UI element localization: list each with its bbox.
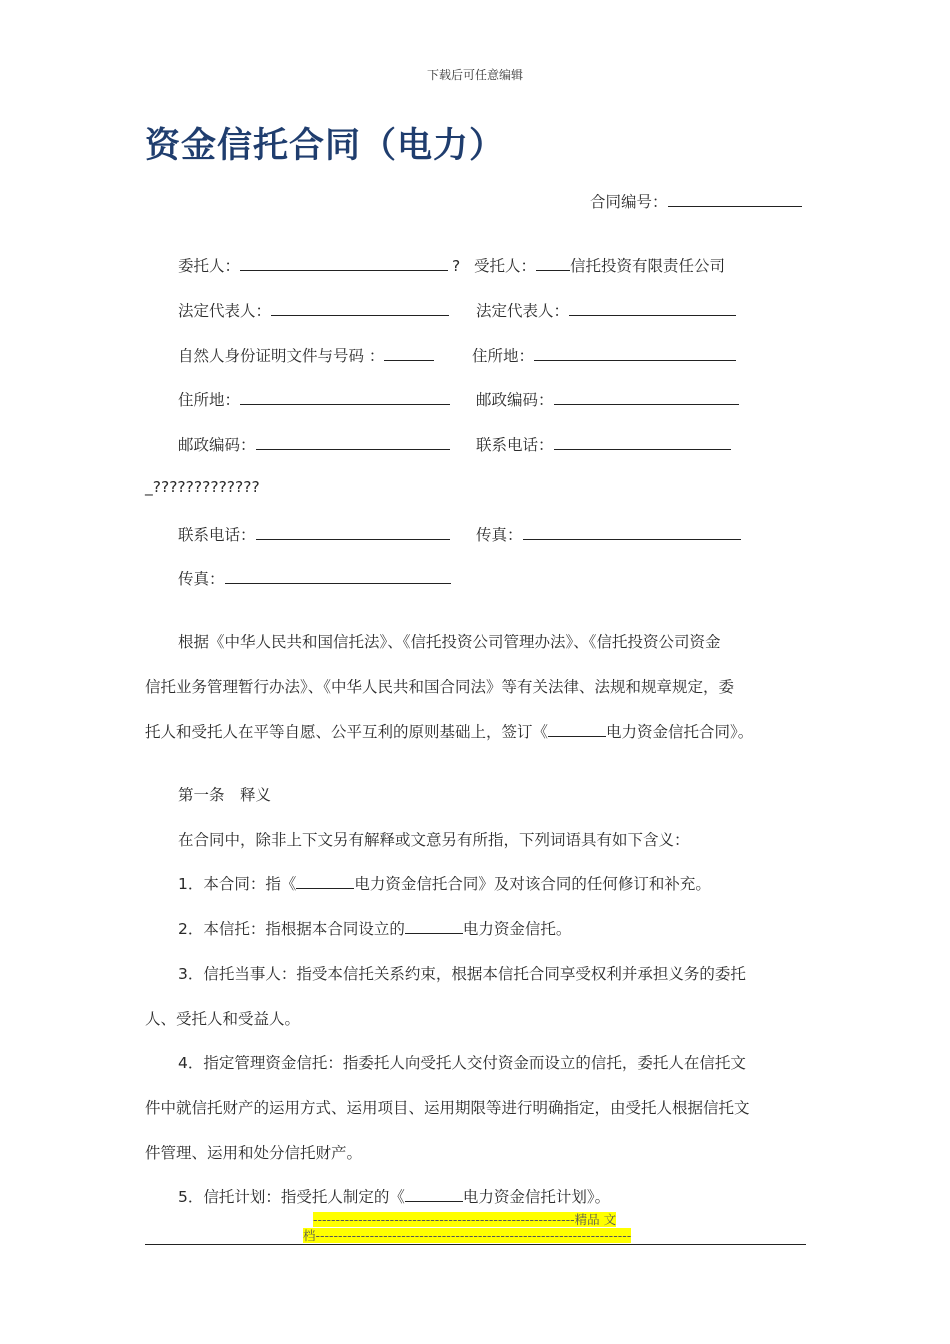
contract-name-blank [548,721,606,737]
question-marks-line: _????????????? [145,478,260,496]
trustor-blank [240,255,448,271]
trustor-label: 委托人： [178,257,241,275]
id-document-blank [384,345,434,361]
definition-item-5 [178,1185,610,1207]
intro-text: 托人和受托人在平等自愿、公平互利的原则基础上，签订《 [145,723,549,741]
trustor-field [178,254,460,276]
id-document-field [178,344,434,366]
fax-blank [523,524,741,540]
trustor-fax-field [178,567,451,589]
article-1-lead: 在合同中，除非上下文另有解释或文意另有所指，下列词语具有如下含义： [178,831,690,849]
definition-item-3: 3．信托当事人：指受本信托关系约束，根据本信托合同享受权利并承担义务的委托 [178,965,746,983]
postcode-label: 邮政编码： [476,391,554,409]
trustee-phone-field [476,433,731,455]
phone-blank [256,524,450,540]
phone-label: 联系电话： [476,436,554,454]
phone-label: 联系电话： [178,526,256,544]
trustee-legal-rep-field [476,299,736,321]
definition-item-1 [178,872,711,894]
article-1-heading: 第一条 释义 [178,786,272,804]
contract-number-label: 合同编号： [590,193,668,211]
definition-text: 2．本信托：指根据本合同设立的 [178,920,405,938]
intro-line-3 [145,720,753,742]
footer-watermark-line-2: 档---------------------------------------------------------------------- [303,1228,632,1243]
postcode-blank [256,434,450,450]
trustee-blank [536,255,570,271]
address-blank [534,345,736,361]
definition-text: 电力资金信托合同》及对该合同的任何修订和补充。 [354,875,711,893]
legal-rep-label: 法定代表人： [476,302,570,320]
legal-rep-blank [271,300,449,316]
contract-number-field [590,190,802,212]
trustee-field [474,254,725,276]
footer-rule [145,1244,806,1245]
trustor-separator: ? [452,257,461,275]
address-label: 住所地： [472,347,535,365]
definition-item-4-cont2: 件管理、运用和处分信托财产。 [145,1144,363,1162]
definition-text: 电力资金信托。 [462,920,572,938]
trustee-postcode-field [476,388,739,410]
fax-label: 传真： [476,526,523,544]
trustor-legal-rep-field [178,299,449,321]
intro-text: 电力资金信托合同》。 [606,723,754,741]
definition-blank [296,873,354,889]
trustee-name: 信托投资有限责任公司 [570,257,726,275]
trustee-label: 受托人： [474,257,537,275]
trustee-fax-field [476,523,741,545]
postcode-label: 邮政编码： [178,436,256,454]
postcode-blank [554,389,739,405]
definition-item-4: 4．指定管理资金信托：指委托人向受托人交付资金而设立的信托，委托人在信托文 [178,1054,746,1072]
definition-blank [405,1186,463,1202]
phone-blank [554,434,731,450]
trustor-phone-field [178,523,450,545]
footer-watermark-line-1: ----------------------------------------------------------精品 文 [313,1212,617,1227]
intro-line-2: 信托业务管理暂行办法》、《中华人民共和国合同法》等有关法律、法规和规章规定，委 [145,678,735,696]
legal-rep-label: 法定代表人： [178,302,272,320]
trustor-postcode-field [178,433,450,455]
trustor-address-field [178,388,450,410]
document-title: 资金信托合同（电力） [145,126,506,166]
definition-blank [405,918,463,934]
definition-text: 电力资金信托计划》。 [462,1188,611,1206]
intro-line-1: 根据《中华人民共和国信托法》、《信托投资公司管理办法》、《信托投资公司资金 [178,633,721,651]
address-blank [240,389,450,405]
trustee-address-field [472,344,736,366]
page-header: 下载后可任意编辑 [426,68,523,82]
definition-text: 1．本合同：指《 [178,875,297,893]
definition-item-4-cont: 件中就信托财产的运用方式、运用项目、运用期限等进行明确指定，由受托人根据信托文 [145,1099,750,1117]
id-document-label: 自然人身份证明文件与号码 ： [178,347,385,365]
definition-text: 5．信托计划：指受托人制定的《 [178,1188,405,1206]
address-label: 住所地： [178,391,241,409]
definition-item-2 [178,917,571,939]
definition-item-3-cont: 人、受托人和受益人。 [145,1010,301,1028]
contract-number-blank [668,191,802,207]
fax-label: 传真： [178,570,225,588]
fax-blank [225,568,451,584]
legal-rep-blank [569,300,736,316]
